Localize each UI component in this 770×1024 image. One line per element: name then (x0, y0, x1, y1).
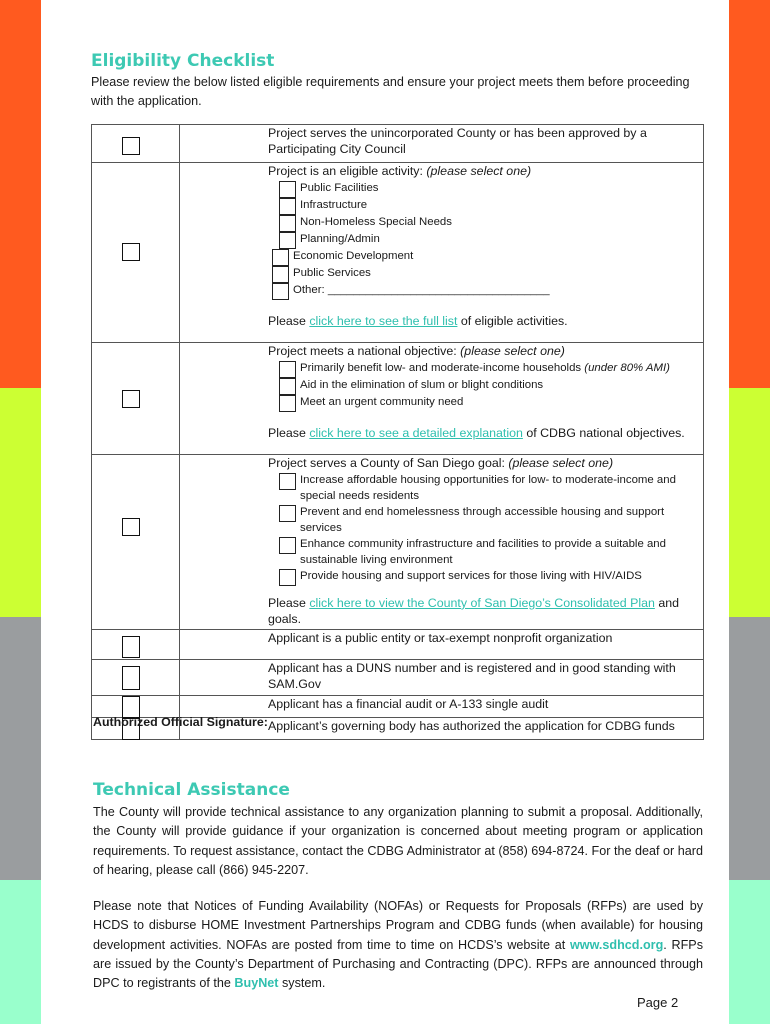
lead-text: Project is an eligible activity: (268, 164, 427, 178)
option-item (268, 377, 699, 394)
option-item (268, 231, 699, 248)
option-checkbox[interactable] (272, 249, 289, 266)
checklist-checkbox[interactable] (122, 518, 140, 536)
option-checkbox[interactable] (272, 283, 289, 300)
option-checkbox[interactable] (279, 537, 296, 554)
link-suffix: of CDBG national objectives. (522, 425, 685, 440)
checklist-text: Applicant is a public entity or tax-exempt nonprofit organization (180, 630, 704, 660)
option-checkbox[interactable] (272, 266, 289, 283)
option-item (268, 360, 699, 377)
system-text: system. (278, 976, 326, 991)
rfp-text: . RFPs are issued by the County’s Department of Purchasing and Contracting (DPC). RFPs are announced through DPC to registrants of the (93, 937, 703, 991)
checklist-checkbox[interactable] (122, 390, 140, 408)
checklist-row (92, 660, 704, 696)
link-prefix: Please (268, 313, 310, 328)
option-checkbox[interactable] (279, 395, 296, 412)
option-checkbox[interactable] (279, 569, 296, 586)
lead-text: Project meets a national objective: (268, 344, 461, 358)
checklist-row (92, 343, 704, 455)
eligibility-checklist-table (91, 124, 704, 740)
option-item (268, 248, 699, 265)
option-checkbox[interactable] (279, 198, 296, 215)
checklist-checkbox[interactable] (122, 243, 140, 261)
option-item (268, 197, 699, 214)
checklist-text: Project serves the unincorporated County or has been approved by a Participating City Council (180, 125, 704, 163)
option-checkbox[interactable] (279, 181, 296, 198)
option-label: Meet an urgent community need (300, 395, 464, 408)
option-checkbox[interactable] (279, 232, 296, 249)
checklist-lead (268, 456, 699, 472)
option-checkbox[interactable] (279, 361, 296, 378)
option-item (268, 265, 699, 282)
nofa-text: Please note that Notices of Funding Availability (NOFAs) or Requests for Proposals (RFPs) are used by HCDS to disburse HOME Investment Partnerships Program and CDBG funds (when available) for housing development activities. NOFAs are posted from time to time on HCDS’s website at (93, 899, 703, 952)
option-label: Aid in the elimination of slum or blight conditions (300, 378, 544, 391)
checklist-row (92, 630, 704, 660)
website-link[interactable]: www.sdhcd.org (569, 937, 664, 952)
option-item (268, 180, 699, 197)
lead-text: Project serves a County of San Diego goal: (268, 456, 509, 470)
option-item (268, 394, 699, 411)
option-item (268, 536, 699, 568)
nofa-paragraph (93, 897, 703, 993)
option-checkbox[interactable] (279, 505, 296, 522)
option-label: Increase affordable housing opportunities for low- to moderate-income and special needs residents (300, 473, 676, 502)
option-label: Prevent and end homelessness through accessible housing and support services (300, 505, 665, 534)
option-checkbox[interactable] (279, 378, 296, 395)
link-prefix: Please (268, 595, 310, 610)
link-suffix: of eligible activities. (457, 313, 568, 328)
left-band-mint (0, 880, 41, 1024)
eligibility-heading: Eligibility Checklist (91, 51, 275, 71)
option-label: Public Facilities (300, 181, 379, 194)
technical-assistance-paragraph: The County will provide technical assistance to any organization planning to submit a proposal. Additionally, the County will provide guidance if your organization is concerned about meeting program or application requirements. To request assistance, contact the CDBG Administrator at (858) 694-8724. For the deaf or hard of hearing, please call (866) 945-2207. (93, 805, 703, 877)
full-list-link[interactable]: click here to see the full list (309, 313, 458, 328)
right-band-gray (729, 617, 770, 880)
left-band-orange (0, 0, 41, 388)
checklist-checkbox[interactable] (122, 636, 140, 658)
national-objectives-link[interactable]: click here to see a detailed explanation (309, 425, 523, 440)
checklist-row (92, 455, 704, 630)
link-prefix: Please (268, 425, 310, 440)
link-suffix: and goals. (268, 595, 679, 626)
option-label: Economic Development (293, 249, 414, 262)
lead-italic: (please select one) (426, 164, 532, 178)
checklist-text: Applicant has a DUNS number and is registered and in good standing with SAM.Gov (180, 660, 704, 696)
option-item (268, 568, 699, 584)
option-label: Other: ___________________________________ (293, 283, 550, 296)
checklist-lead (268, 344, 699, 360)
see-explanation-line (268, 426, 699, 442)
option-item (268, 214, 699, 231)
option-item (268, 504, 699, 536)
buynet-link[interactable]: BuyNet (234, 976, 279, 991)
checklist-lead (268, 164, 699, 180)
option-note: (under 80% AMI) (581, 361, 670, 374)
option-item (268, 282, 699, 299)
right-band-lime (729, 388, 770, 617)
option-label: Provide housing and support services for those living with HIV/AIDS (300, 569, 642, 582)
lead-italic: (please select one) (508, 456, 614, 470)
checklist-row (92, 125, 704, 163)
technical-assistance-heading: Technical Assistance (93, 780, 290, 800)
checklist-checkbox[interactable] (122, 666, 140, 690)
consolidated-plan-line (268, 596, 699, 628)
option-label: Public Services (293, 266, 371, 279)
option-label: Planning/Admin (300, 232, 380, 245)
checklist-text: Applicant’s governing body has authorized the application for CDBG funds (180, 718, 704, 740)
option-label: Non-Homeless Special Needs (300, 215, 452, 228)
authorized-signature-label: Authorized Official Signature: (93, 715, 268, 729)
option-label: Primarily benefit low- and moderate-income households (300, 361, 582, 374)
lead-italic: (please select one) (460, 344, 565, 358)
left-band-lime (0, 388, 41, 617)
checklist-row (92, 163, 704, 343)
right-band-mint (729, 880, 770, 1024)
right-band-orange (729, 0, 770, 388)
see-list-line (268, 314, 699, 330)
consolidated-plan-link[interactable]: click here to view the County of San Diego’s Consolidated Plan (309, 595, 655, 610)
checklist-checkbox[interactable] (122, 137, 140, 155)
option-label: Enhance community infrastructure and facilities to provide a suitable and sustainable living environment (300, 537, 666, 566)
option-checkbox[interactable] (279, 215, 296, 232)
option-checkbox[interactable] (279, 473, 296, 490)
eligibility-intro: Please review the below listed eligible requirements and ensure your project meets them before proceeding with the application. (91, 75, 690, 108)
page-number: Page 2 (637, 995, 679, 1010)
left-band-gray (0, 617, 41, 880)
checklist-text: Applicant has a financial audit or A-133 single audit (180, 696, 704, 718)
option-item (268, 472, 699, 504)
option-label: Infrastructure (300, 198, 368, 211)
